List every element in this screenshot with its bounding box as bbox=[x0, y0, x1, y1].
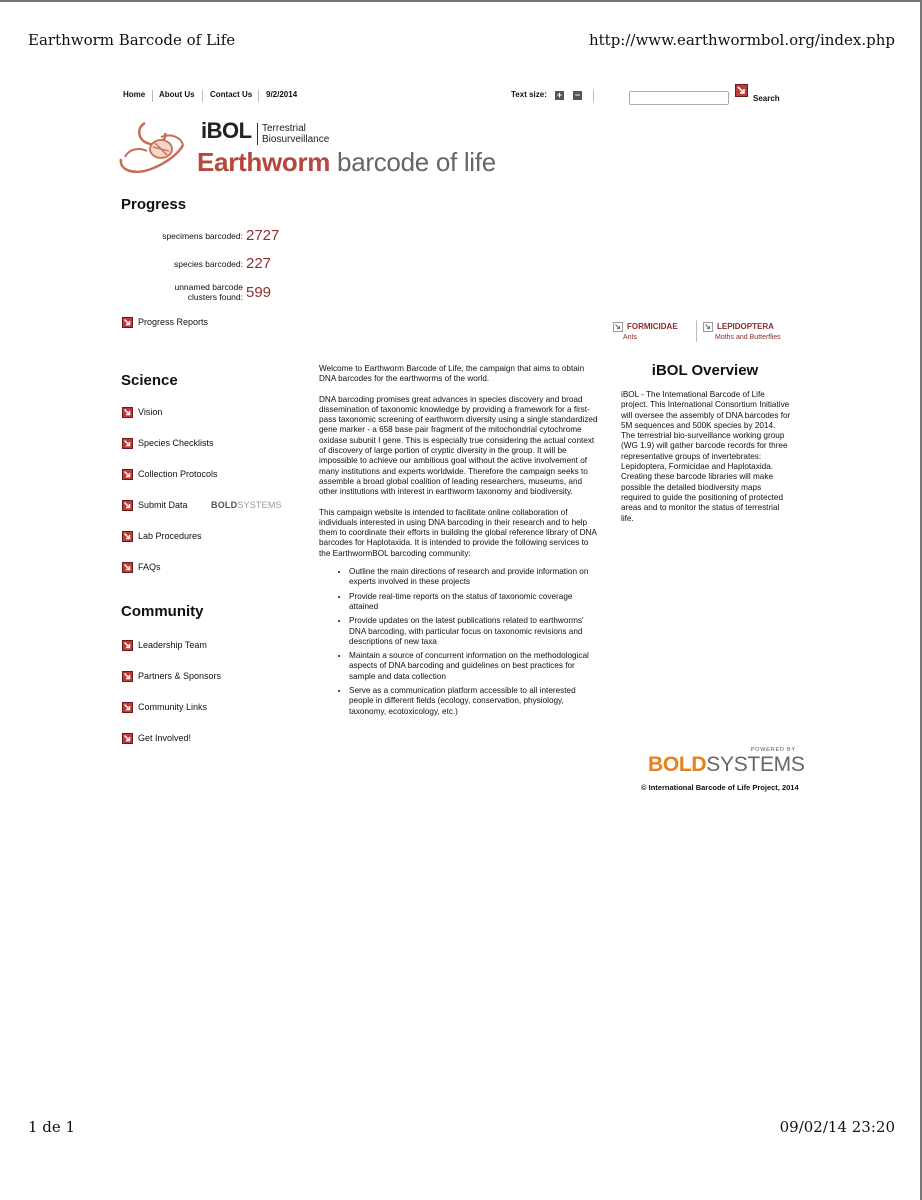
nav-divider bbox=[152, 90, 153, 102]
sidebar-item-submit-data[interactable]: Submit Data bbox=[138, 500, 188, 510]
ibol-wordmark: iBOL bbox=[201, 118, 252, 143]
category-lepidoptera-sub: Moths and Butterflies bbox=[715, 334, 781, 341]
text-size-increase-button[interactable]: + bbox=[556, 90, 563, 100]
site-logo[interactable] bbox=[117, 117, 517, 179]
stat-value-clusters: 599 bbox=[246, 284, 272, 301]
overview-text: iBOL - The International Barcode of Life project. This International Consortium Initiative will oversee the assembly of DNA barcodes for 5M sequences and 500K species by 2014. The terrestrial bio-surveillance working group (WG 1.9) will gather barcode records for three representative groups of invertebrates: Lepidoptera, Formicidae and Haplotaxida. Creating these barcode libraries will make possible the detailed biodiversity maps required to guide the positioning of protected areas and to monitor the status of terrestrial life. bbox=[621, 390, 791, 523]
powered-by-label: POWERED BY bbox=[750, 747, 796, 753]
community-title: Community bbox=[121, 603, 204, 620]
nav-date: 9/2/2014 bbox=[266, 90, 298, 99]
stat-label-clusters-2: clusters found: bbox=[187, 292, 243, 302]
nav-about[interactable]: About Us bbox=[159, 90, 195, 99]
bold-part1: BOLD bbox=[648, 753, 707, 776]
progress-reports-link[interactable]: Progress Reports bbox=[138, 317, 209, 327]
arrow-icon bbox=[122, 500, 133, 511]
copyright-notice: © International Barcode of Life Project, 2014 bbox=[641, 783, 799, 792]
earthworm-logo-icon bbox=[117, 117, 199, 177]
intro-paragraph: Welcome to Earthworm Barcode of Life, the campaign that aims to obtain DNA barcodes for the earthworms of the world. bbox=[319, 364, 585, 384]
bold-small-part1: BOLD bbox=[211, 500, 238, 510]
sidebar-item-vision[interactable]: Vision bbox=[138, 407, 163, 417]
science-title: Science bbox=[121, 372, 178, 389]
main-content bbox=[319, 364, 601, 721]
print-title: Earthworm Barcode of Life bbox=[28, 31, 236, 49]
bold-systems-small-logo[interactable] bbox=[211, 500, 282, 510]
list-item: • Outline the main directions of research and provide information on experts involved in these projects bbox=[349, 567, 601, 588]
stat-value-species: 227 bbox=[246, 255, 272, 272]
bold-part2: SYSTEMS bbox=[706, 753, 805, 776]
search-arrow-icon[interactable] bbox=[735, 84, 748, 97]
stat-label-species: species barcoded: bbox=[174, 259, 243, 269]
category-formicidae-title[interactable]: FORMICIDAE bbox=[627, 322, 678, 331]
bold-systems-wordmark bbox=[648, 753, 805, 777]
bold-systems-logo[interactable] bbox=[648, 747, 805, 777]
list-item: • Provide real-time reports on the status of taxonomic coverage attained bbox=[349, 592, 601, 613]
arrow-icon bbox=[122, 702, 133, 713]
logo-tagline-2: Biosurveillance bbox=[262, 134, 330, 145]
print-page-number: 1 de 1 bbox=[28, 1118, 76, 1136]
sidebar-item-lab-procedures[interactable]: Lab Procedures bbox=[138, 531, 202, 541]
sidebar-item-collection-protocols[interactable]: Collection Protocols bbox=[138, 469, 218, 479]
nav-contact[interactable]: Contact Us bbox=[210, 90, 253, 99]
logo-title-earthworm: Earthworm bbox=[197, 147, 331, 177]
stat-value-specimens: 2727 bbox=[246, 227, 280, 244]
arrow-icon bbox=[122, 733, 133, 744]
arrow-icon bbox=[122, 562, 133, 573]
arrow-icon bbox=[122, 671, 133, 682]
sidebar-item-community-links[interactable]: Community Links bbox=[138, 702, 208, 712]
sidebar-item-faqs[interactable]: FAQs bbox=[138, 562, 161, 572]
logo-divider bbox=[257, 123, 258, 145]
search-input[interactable] bbox=[629, 91, 729, 105]
stat-label-clusters-1: unnamed barcode bbox=[174, 282, 243, 292]
nav-divider bbox=[258, 90, 259, 102]
bold-small-part2: SYSTEMS bbox=[237, 500, 282, 510]
sidebar-item-leadership-team[interactable]: Leadership Team bbox=[138, 640, 207, 650]
nav-home[interactable]: Home bbox=[123, 90, 146, 99]
website-purpose-paragraph: This campaign website is intended to facilitate online collaboration of individuals interested in using DNA barcoding in their research and to help them to coordinate their efforts in building the global reference library of DNA barcodes for Haplotaxida. It is intended to provide the following services to the EarthwormBOL barcoding community: bbox=[319, 507, 597, 558]
arrow-icon bbox=[122, 438, 133, 449]
arrow-icon bbox=[122, 469, 133, 480]
arrow-icon bbox=[122, 317, 133, 328]
print-url: http://www.earthwormbol.org/index.php bbox=[588, 31, 895, 49]
list-item: • Serve as a communication platform accessible to all interested people in different fields (ecology, conservation, physiology, taxonomy, ecotoxicology, etc.) bbox=[349, 686, 601, 717]
arrow-icon bbox=[122, 640, 133, 651]
list-item: • Maintain a source of concurrent information on the methodological aspects of DNA barcoding and guidelines on best practices for sample and data collection bbox=[349, 651, 601, 682]
arrow-icon bbox=[613, 322, 623, 332]
logo-title bbox=[197, 147, 496, 178]
category-formicidae-sub: Ants bbox=[623, 334, 638, 341]
progress-title: Progress bbox=[121, 196, 187, 213]
nav-divider bbox=[593, 90, 594, 102]
sidebar-item-species-checklists[interactable]: Species Checklists bbox=[138, 438, 214, 448]
category-lepidoptera-title[interactable]: LEPIDOPTERA bbox=[717, 322, 774, 331]
page-border-top bbox=[0, 0, 922, 2]
arrow-icon bbox=[703, 322, 713, 332]
category-divider bbox=[696, 320, 697, 342]
services-list bbox=[319, 567, 601, 717]
nav-divider bbox=[202, 90, 203, 102]
search-button[interactable]: Search bbox=[753, 94, 780, 103]
textsize-label: Text size: bbox=[511, 90, 547, 99]
overview-title: iBOL Overview bbox=[651, 362, 759, 379]
stat-label-specimens: specimens barcoded: bbox=[162, 231, 243, 241]
logo-tagline-1: Terrestrial bbox=[262, 123, 306, 134]
arrow-icon bbox=[122, 407, 133, 418]
sidebar-item-partners-sponsors[interactable]: Partners & Sponsors bbox=[138, 671, 222, 681]
dna-barcoding-paragraph: DNA barcoding promises great advances in species discovery and broad dissemination of taxonomic knowledge by providing a framework for a first-pass taxonomic screening of earthworm diversity using a single standardized gene marker - a 658 base pair fragment of the mitochondrial cytochrome oxidase subunit I gene. This is especially true considering the actual context of discovery of large portion of cryptic diversity in the group. It will be impossible to achieve our ambitious goal without the active involvement of many institutions and experts worldwide. Therefore the campaign seeks to assemble a broad global coalition of leading researchers, museums, and other institutions with interest in earthworm taxonomy and biodiversity. bbox=[319, 394, 598, 497]
arrow-icon bbox=[122, 531, 133, 542]
sidebar-item-get-involved[interactable]: Get Involved! bbox=[138, 733, 192, 743]
print-datetime: 09/02/14 23:20 bbox=[779, 1118, 895, 1136]
text-size-decrease-button[interactable]: − bbox=[574, 90, 581, 100]
logo-title-rest: barcode of life bbox=[330, 147, 496, 177]
list-item: • Provide updates on the latest publications related to earthworms' DNA barcoding, with particular focus on taxonomic revisions and descriptions of new taxa bbox=[349, 616, 601, 647]
